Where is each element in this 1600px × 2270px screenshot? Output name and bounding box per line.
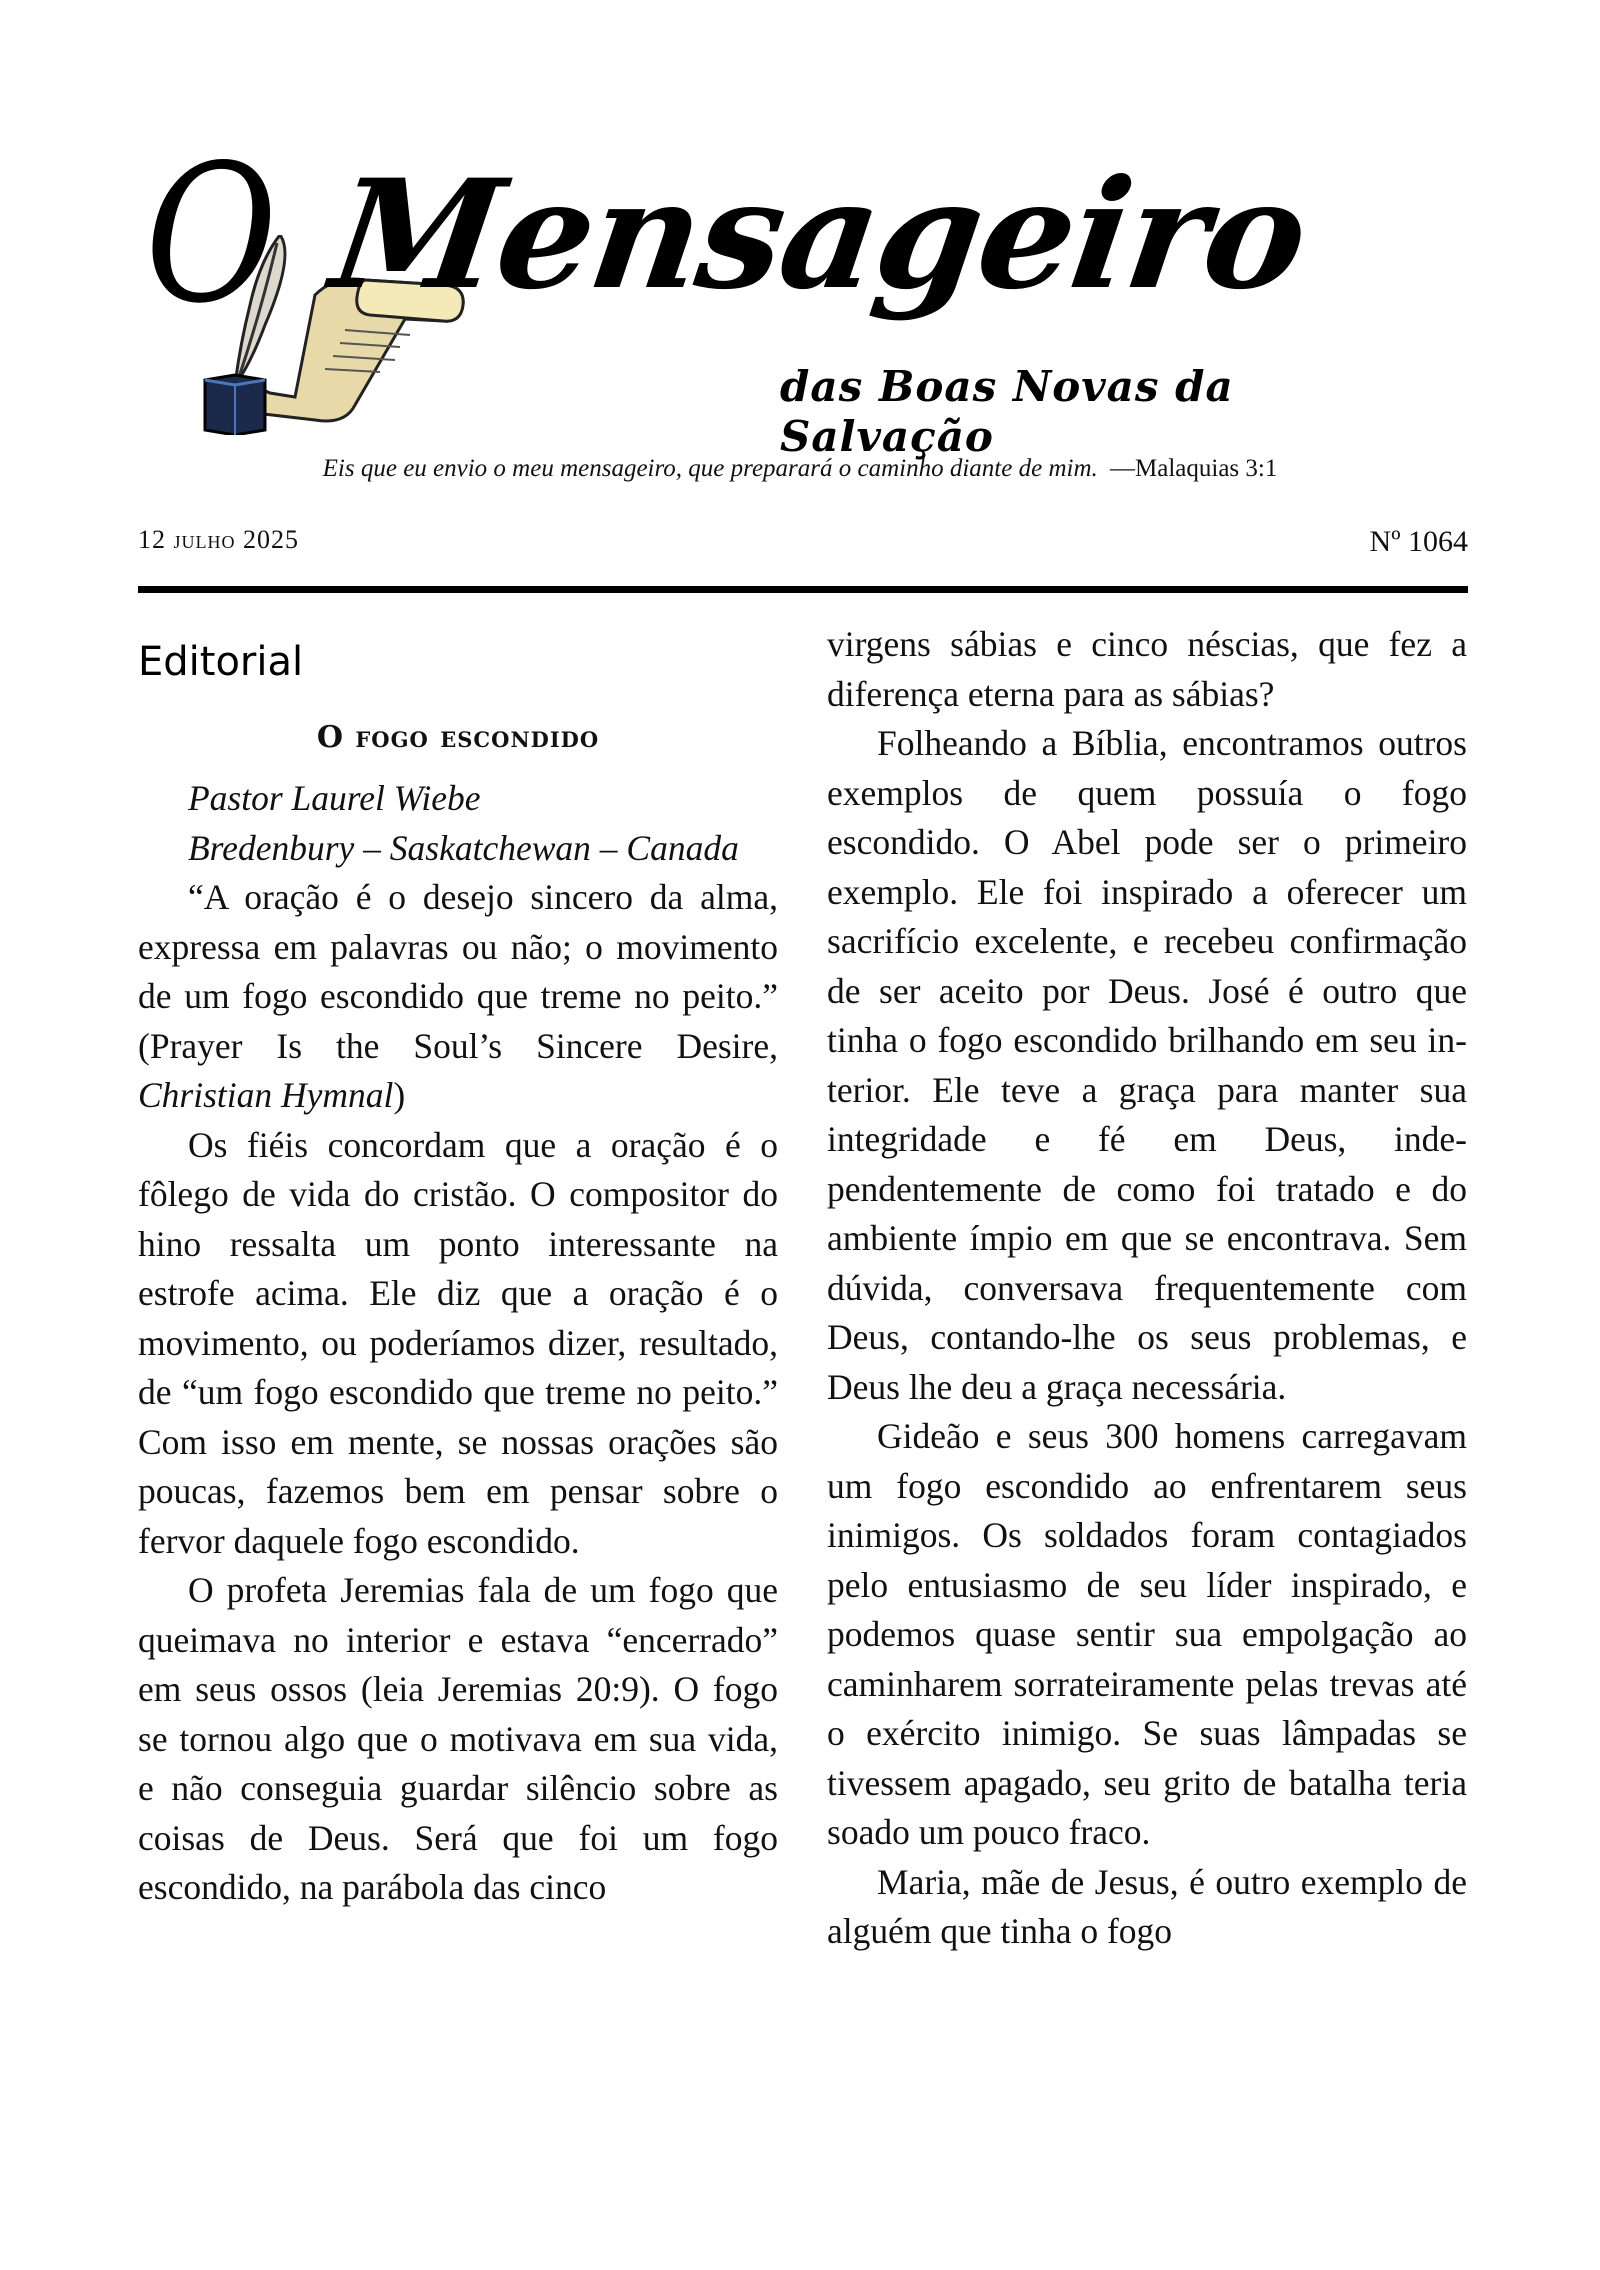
article-title: O fogo escondido [316,720,600,755]
logo-title: Mensageiro [322,147,1316,323]
paragraph-1 [138,873,778,1121]
column-left [138,620,778,1913]
issue-date: 12 julho 2025 [138,525,299,554]
masthead [135,124,1455,461]
epigraph-reference: —Malaquias 3:1 [1110,455,1278,482]
paragraph-5: Gideão e seus 300 homens carregavam um fogo escondido ao enfrentarem seus inimigos. Os soldados foram contagiados pelo entusiasmo de seu líder inspirado, e podemos quase sentir sua empolgação ao caminharem sorrateiramente pelas trevas até o exército inimigo. Se suas lâmpadas se tivessem apagado, seu grito de batalha teria soado um pouco fraco. [827,1416,1467,1852]
paragraph-1-text: “A oração é o desejo sincero da alma, expressa em palavras ou não; o movimento de um fogo escondido que treme no peito.” (Prayer Is the Soul’s Sincere Desire, [138,877,778,1066]
paragraph-3: O profeta Jeremias fala de um fogo que queimava no interior e estava “encerrado” em seus ossos (leia Jeremias 20:9). O fogo se tornou algo que o motivava em sua vida, e não conseguia guardar silêncio sobre as coisas de Deus. Será que foi um fogo escondido, na parábola das cinco [138,1570,778,1907]
header-rule [138,586,1468,593]
paragraph-2: Os fiéis concordam que a oração é o fôlego de vida do cristão. O compositor do hino ressalta um ponto interessante na estrofe acima. Ele diz que a oração é o movimento, ou poderíamos dizer, resultado, de “um fogo escondido que treme no peito.” Com isso em mente, se nossas orações são poucas, fazemos bem em pensar sobre o fervor daquele fogo escondido. [138,1124,778,1561]
paragraph-3-continued: virgens sábias e cinco néscias, que fez a diferença eterna para as sábias? [827,624,1467,714]
article-author: Pastor Laurel Wiebe [188,778,481,818]
paragraph-1-italic: Christian Hymnal [138,1075,394,1115]
paragraph-4: Folheando a Bíblia, encontramos outros exemplos de quem possuía o fogo escondido. O Abel pode ser o primeiro exemplo. Ele foi inspirado a oferecer um sacrifício excelente, e recebeu confirmação de ser aceito por Deus. José é outro que tinha o fogo escondido brilhando em seu interior. Ele teve a graça para manter sua integridade e fé em Deus, independentemente de como foi tratado e do ambiente ímpio em que se encontrava. Sem dúvida, conversava frequentemente com Deus, contando-lhe os seus problemas, e Deus lhe deu a graça necessária. [827,723,1467,1407]
paragraph-1-tail: ) [393,1075,406,1115]
epigraph [0,455,1600,483]
issue-number: Nº 1064 [1369,525,1468,558]
dateline [138,525,1468,565]
section-label: Editorial [138,639,304,685]
paragraph-6: Maria, mãe de Jesus, é outro exemplo de alguém que tinha o fogo [827,1861,1467,1951]
column-right [827,620,1467,1957]
article-location: Bredenbury – Saskatchewan – Canada [188,827,739,868]
logo-subtitle: das Boas Novas da Salvação [780,362,1234,461]
logo-initial: O [145,124,278,345]
epigraph-quote: Eis que eu envio o meu mensageiro, que preparará o caminho diante de mim. [322,455,1098,482]
